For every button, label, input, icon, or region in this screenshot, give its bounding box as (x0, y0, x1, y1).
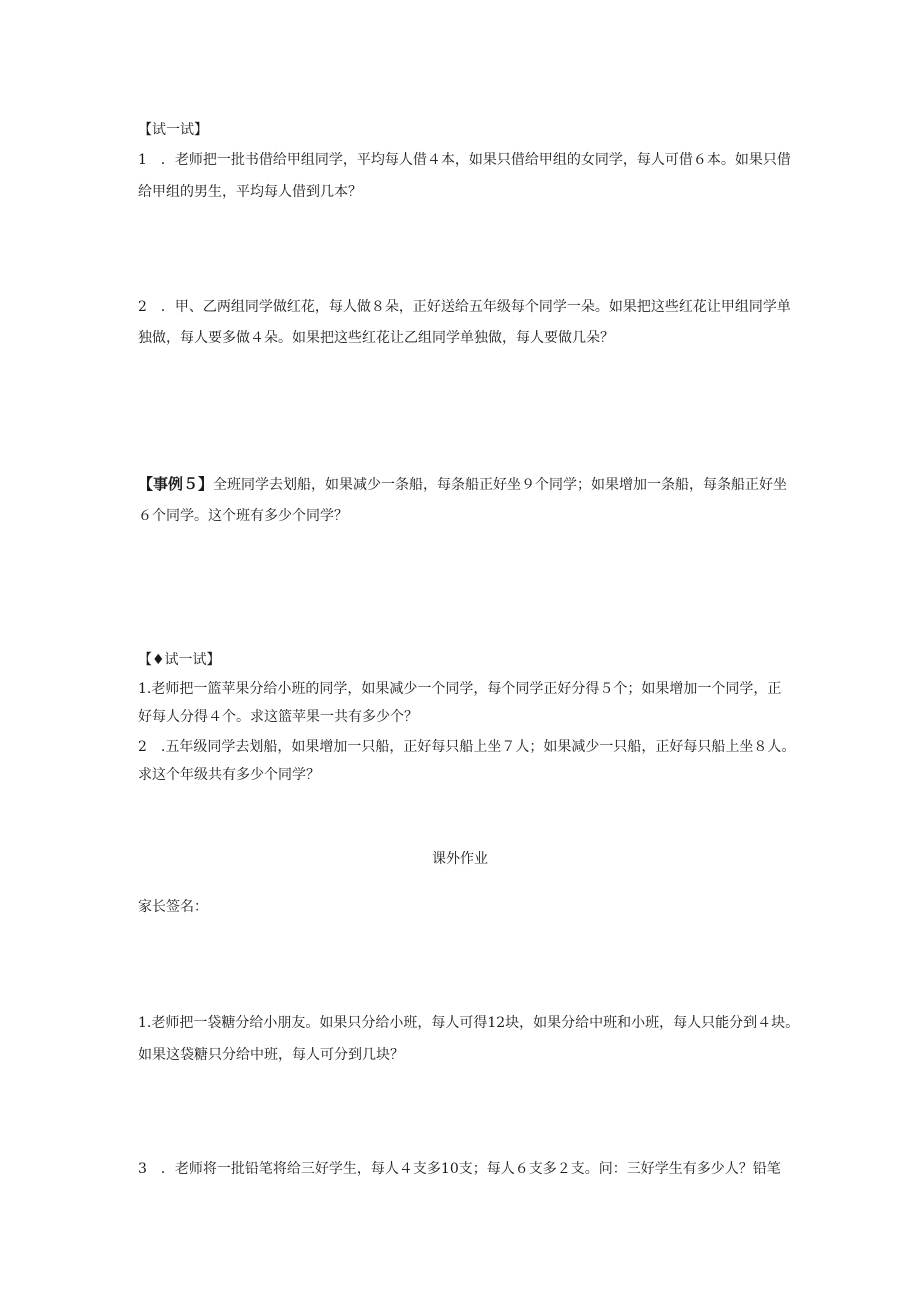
section-heading-try: 【试一试】 (138, 122, 208, 138)
homework-1-line-1: 1.老师把一袋糖分给小朋友。如果只分给小班，每人可得12块，如果分给中班和小班，每人只能分到４块。 (138, 1015, 800, 1031)
homework-1-line-2: 如果这袋糖只分给中班，每人可分到几块？ (138, 1047, 404, 1063)
problem-1-line-1: 1 ．老师把一批书借给甲组同学，平均每人借４本，如果只借给甲组的女同学，每人可借６本。如果只借 (138, 152, 791, 168)
practice-1-line-1: 1.老师把一篮苹果分给小班的同学，如果减少一个同学，每个同学正好分得５个；如果增加一个同学，正 (138, 681, 782, 697)
practice-2-line-2: 求这个年级共有多少个同学？ (138, 767, 320, 783)
problem-2-line-2: 独做，每人要多做４朵。如果把这些红花让乙组同学单独做，每人要做几朵？ (138, 330, 614, 346)
homework-3-line-1: 3 ．老师将一批铅笔将给三好学生，每人４支多10支；每人６支多２支。问：三好学生有多少人？铅笔 (138, 1161, 781, 1177)
problem-1-line-2: 给甲组的男生，平均每人借到几本？ (138, 184, 362, 200)
example-5-line-2: ６个同学。这个班有多少个同学？ (138, 508, 348, 524)
problem-2-line-1: 2 ．甲、乙两组同学做红花，每人做８朵，正好送给五年级每个同学一朵。如果把这些红花让甲组同学单 (138, 299, 791, 315)
practice-1-line-2: 好每人分得４个。求这篮苹果一共有多少个？ (138, 709, 418, 725)
homework-title: 课外作业 (432, 851, 488, 867)
example-5-text: 全班同学去划船，如果减少一条船，每条船正好坐９个同学；如果增加一条船，每条船正好坐 (213, 477, 788, 493)
parent-signature-label: 家长签名： (138, 899, 208, 915)
example-5-line-1 (138, 474, 787, 495)
section-heading-try-2: 【♦试一试】 (138, 652, 221, 668)
practice-2-line-1: 2 .五年级同学去划船，如果增加一只船，正好每只船上坐７人；如果减少一只船，正好每只船上坐８人。 (138, 739, 796, 755)
example-5-label: 【事例５】 (138, 475, 214, 493)
